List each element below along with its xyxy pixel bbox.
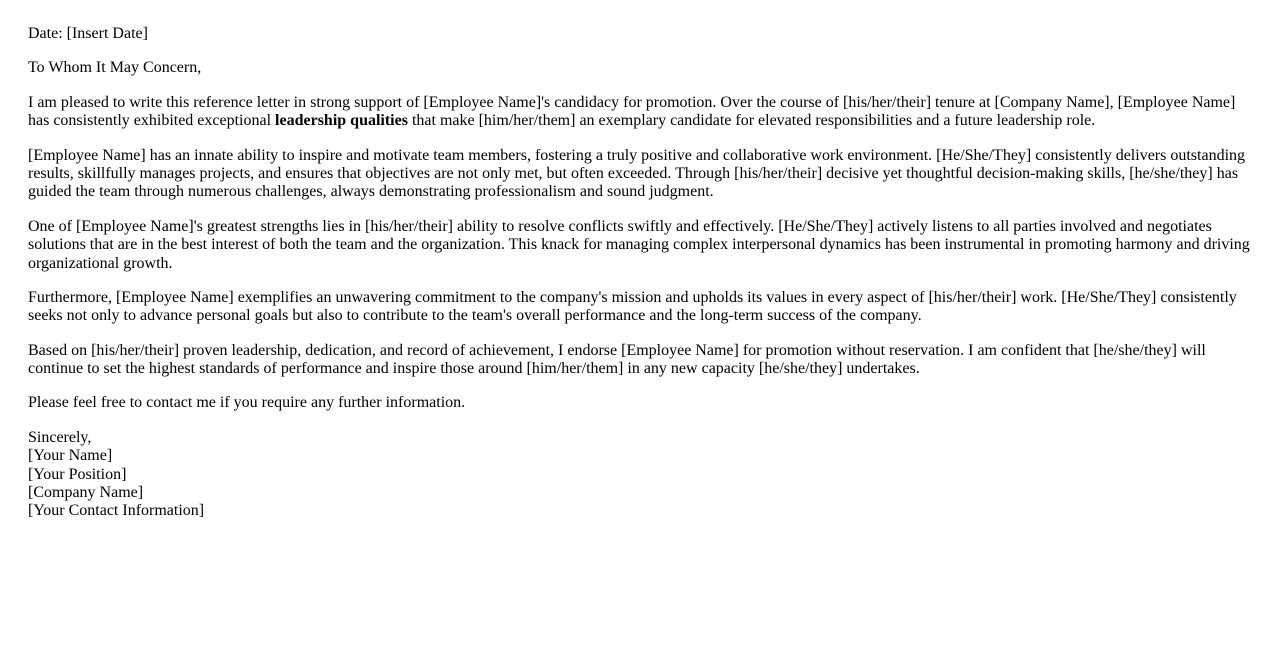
signature-closing: Sincerely, bbox=[28, 428, 92, 446]
body-paragraph-commitment: Furthermore, [Employee Name] exemplifies an unwavering commitment to the company's mission and upholds its values in every aspect of [his/her/their] work. [He/She/They] consistently seeks not only to advance personal goals but also to contribute to the team's overall performance and the long-term success of the company. bbox=[28, 288, 1237, 325]
intro-text-after-bold: that make [him/her/them] an exemplary candidate for elevated responsibilities and a future leadership role. bbox=[407, 112, 1096, 130]
signature-block bbox=[28, 429, 1250, 521]
date-line: Date: [Insert Date] bbox=[28, 25, 148, 42]
closing-note: Please feel free to contact me if you require any further information. bbox=[28, 394, 466, 412]
intro-bold-phrase: leadership qualities bbox=[275, 112, 408, 130]
signature-line-name: [Your Name] bbox=[28, 447, 113, 465]
salutation: To Whom It May Concern, bbox=[28, 59, 202, 77]
intro-paragraph bbox=[28, 94, 1250, 131]
body-paragraph-endorsement: Based on [his/her/their] proven leadership, dedication, and record of achievement, I endorse [Employee Name] for promotion without reservation. I am confident that [he/she/they] will continue to set the highest standards of performance and inspire those around [him/her/them] in any new capacity [he/she/they] undertakes. bbox=[28, 341, 1206, 378]
signature-line-company: [Company Name] bbox=[28, 484, 144, 502]
body-paragraph-abilities: [Employee Name] has an innate ability to inspire and motivate team members, fostering a truly positive and collaborative work environment. [He/She/They] consistently delivers outstanding results, skillfully manages projects, and ensures that objectives are not only met, but often exceeded. Through [his/her/their] decisive yet thoughtful decision-making skills, [he/she/they] has guided the team through numerous challenges, always demonstrating professionalism and sound judgment. bbox=[28, 146, 1246, 201]
body-paragraph-strengths: One of [Employee Name]'s greatest strengths lies in [his/her/their] ability to resolve conflicts swiftly and effectively. [He/She/They] actively listens to all parties involved and negotiates solutions that are in the best interest of both the team and the organization. This knack for managing complex interpersonal dynamics has been instrumental in promoting harmony and driving organizational growth. bbox=[28, 217, 1250, 272]
signature-line-contact: [Your Contact Information] bbox=[28, 502, 205, 520]
signature-line-position: [Your Position] bbox=[28, 465, 127, 483]
intro-text-before-bold: I am pleased to write this reference letter in strong support of [Employee Name]'s candidacy for promotion. Over the course of [his/her/their] tenure at [Company Name], [Employee Name] has consistently exhibited exceptional bbox=[28, 93, 1236, 130]
